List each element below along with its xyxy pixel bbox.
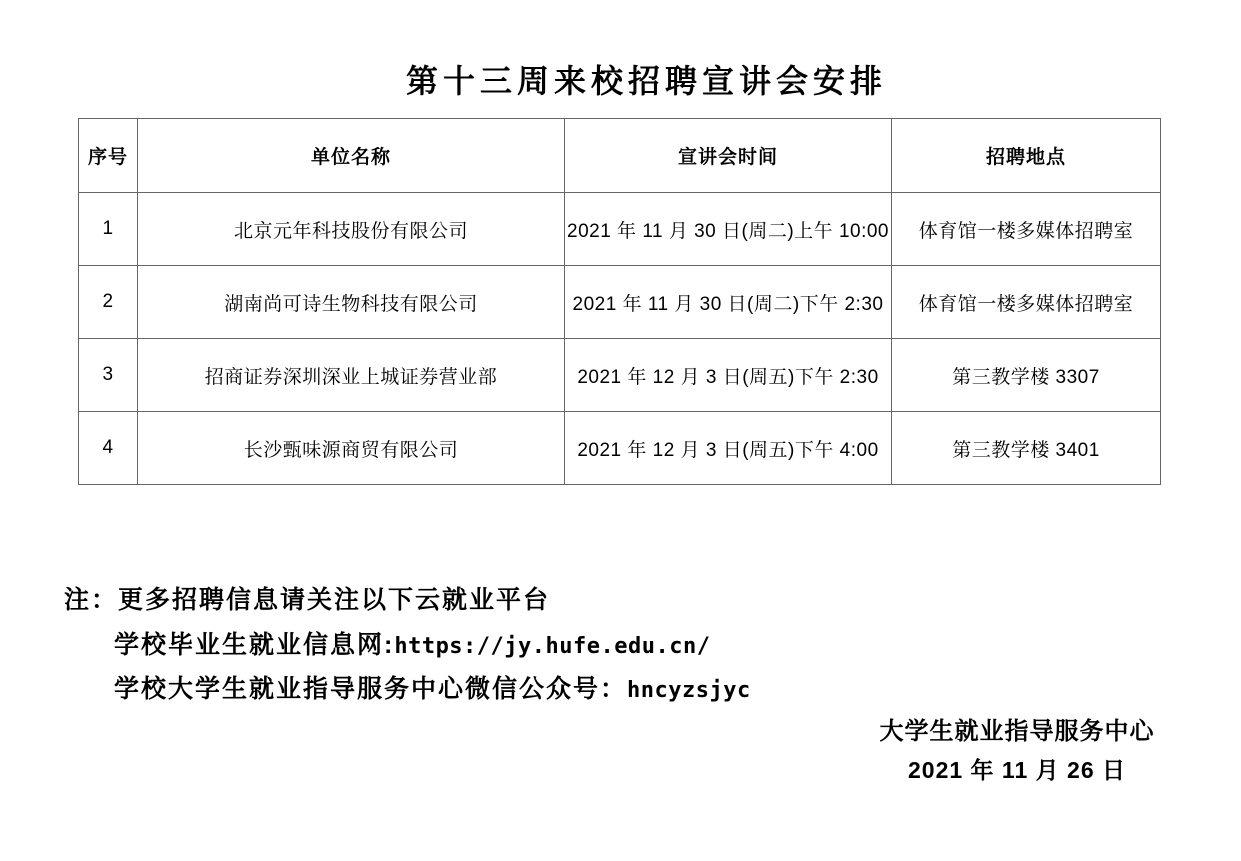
column-header-company: 单位名称 xyxy=(138,119,565,193)
cell-location: 第三教学楼 3307 xyxy=(892,339,1161,412)
employment-website-label: 学校毕业生就业信息网: xyxy=(114,631,395,659)
table-header-row xyxy=(79,119,1161,193)
wechat-account-id: hncyzsjyc xyxy=(627,678,751,703)
cell-company: 长沙甄味源商贸有限公司 xyxy=(138,412,565,485)
page-title: 第十三周来校招聘宣讲会安排 xyxy=(405,63,888,99)
note-line-cloud-platforms: 注：更多招聘信息请关注以下云就业平台 xyxy=(64,586,551,614)
cell-company: 湖南尚可诗生物科技有限公司 xyxy=(138,266,565,339)
cell-no: 3 xyxy=(79,339,138,412)
note-line-employment-website xyxy=(114,625,710,661)
wechat-account-label: 学校大学生就业指导服务中心微信公众号： xyxy=(114,675,628,703)
cell-location: 体育馆一楼多媒体招聘室 xyxy=(892,266,1161,339)
cell-no: 2 xyxy=(79,266,138,339)
note-line-wechat-account xyxy=(114,669,751,705)
table-row xyxy=(79,339,1161,412)
cell-time: 2021 年 11 月 30 日(周二)下午 2:30 xyxy=(565,266,892,339)
cell-no: 4 xyxy=(79,412,138,485)
column-header-time: 宣讲会时间 xyxy=(565,119,892,193)
employment-website-url: https://jy.hufe.edu.cn/ xyxy=(394,634,711,659)
column-header-no: 序号 xyxy=(79,119,138,193)
cell-location: 体育馆一楼多媒体招聘室 xyxy=(892,193,1161,266)
cell-time: 2021 年 11 月 30 日(周二)上午 10:00 xyxy=(565,193,892,266)
cell-time: 2021 年 12 月 3 日(周五)下午 4:00 xyxy=(565,412,892,485)
cell-company: 招商证券深圳深业上城证券营业部 xyxy=(138,339,565,412)
recruitment-schedule-table xyxy=(78,118,1161,485)
table-row xyxy=(79,193,1161,266)
column-header-location: 招聘地点 xyxy=(892,119,1161,193)
cell-no: 1 xyxy=(79,193,138,266)
signature-organization: 大学生就业指导服务中心 xyxy=(879,718,1155,745)
cell-company: 北京元年科技股份有限公司 xyxy=(138,193,565,266)
table-row xyxy=(79,266,1161,339)
cell-location: 第三教学楼 3401 xyxy=(892,412,1161,485)
cell-time: 2021 年 12 月 3 日(周五)下午 2:30 xyxy=(565,339,892,412)
signature-date: 2021 年 11 月 26 日 xyxy=(907,757,1126,783)
table-row xyxy=(79,412,1161,485)
